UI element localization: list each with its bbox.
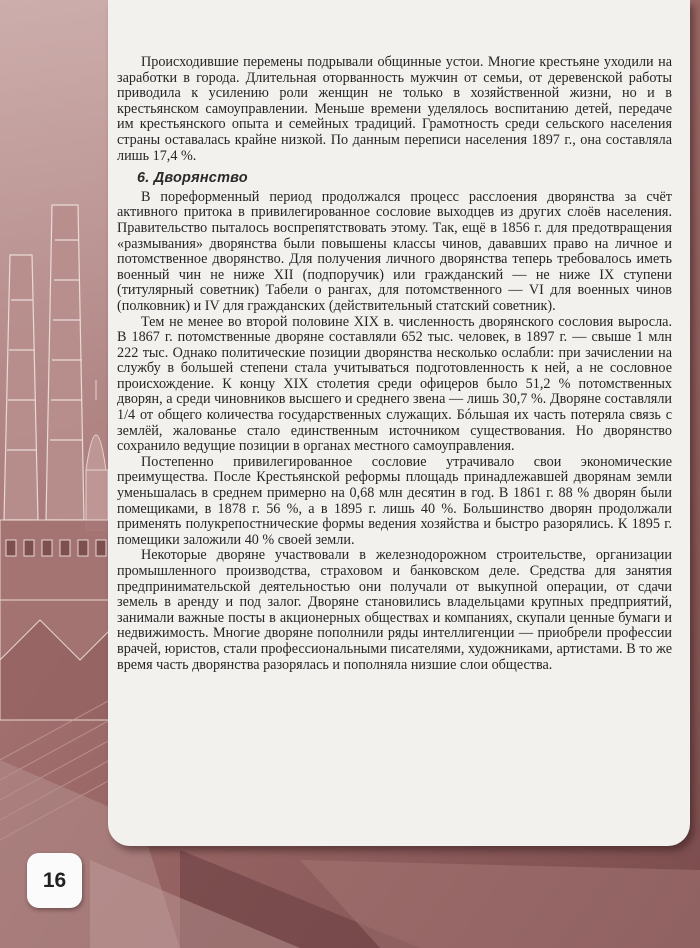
page-content: [117, 55, 672, 673]
page-number: 16: [42, 868, 67, 892]
factory-buildings: [0, 520, 110, 720]
intro-paragraph: Происходившие перемены подрывали общинные устои. Многие крестьяне уходили на заработки в города. Длительная оторванность мужчин от семьи, от деревенской работы приводила к усилению роли женщин не только в хозяйственной жизни, но и в крестьянском самоуправлении. Меньше времени уделялось воспитанию детей, передаче им крестьянского опыта и семейных традиций. Грамотность среди сельского населения страны оставалась крайне низкой. По данным переписи населения 1897 г., она составляла лишь 17,4 %.: [117, 54, 672, 164]
section-paragraph: Некоторые дворяне участвовали в железнодорожном строительстве, организации промышленного производства, страховом и банковском деле. Средства для занятия предпринимательской деятельностью они получали от выкупной операции, от сдачи земель в аренду и под залог. Дворяне становились владельцами крупных предприятий, занимали важные посты в акционерных обществах и компаниях, скупали ценные бумаги и недвижимость. Многие дворяне пополнили ряды интеллигенции — приобрели профессии врачей, юристов, стали профессиональными писателями, художниками, артистами. В то же время часть дворянства разорялась и пополняла низшие слои общества.: [117, 547, 672, 673]
section-heading: 6. Дворянство: [137, 170, 248, 187]
section-paragraph: Тем не менее во второй половине XIX в. численность дворянского сословия выросла. В 1867 г. потомственные дворяне составляли 652 тыс. человек, в 1897 г. — свыше 1 млн 222 тыс. Однако политические позиции дворянства несколько ослабли: при зачислении на службу в большей степени стала учитываться подготовленность к ней, а не сословное происхождение. К концу XIX столетия среди офицеров было 51,2 % потомственных дворян, а среди чиновников высшего и среднего звена — лишь 30,7 %. Дворяне составляли 1/4 от общего количества государственных служащих. Бóльшая их часть потеряла связь с землёй, жалованье стало единственным источником существования. Но дворянство сохранило ведущие позиции в органах местного самоуправления.: [117, 313, 672, 455]
section-paragraph: В пореформенный период продолжался процесс расслоения дворянства за счёт активного притока в привилегированное сословие выходцев из других слоёв населения. Правительство пыталось воспрепятствовать этому. Так, ещё в 1856 г. для предотвращения «размывания» дворянства были повышены классы чинов, дававших право на личное и потомственное дворянство. Для получения личного дворянства теперь требовалось иметь военный чин не ниже XII (подпоручик) или гражданский — не ниже IX ступени (титулярный советник) Табели о рангах, для потомственного — VI для военных чинов (полковник) и IV для гражданских (действительный статский советник).: [117, 188, 672, 314]
section-paragraph: Постепенно привилегированное сословие утрачивало свои экономические преимущества. После Крестьянской реформы площадь принадлежавшей дворянам земли уменьшалась в среднем примерно на 0,68 млн десятин в год. В 1861 г. 88 % дворян были помещиками, в 1878 г. 56 %, а в 1895 г. лишь 40 %. Большинство дворян продолжали применять полукрепостнические формы ведения хозяйства и быстро разорялись. К 1895 г. помещики заложили 40 % своей земли.: [117, 453, 672, 548]
page-number-badge: [27, 853, 82, 908]
